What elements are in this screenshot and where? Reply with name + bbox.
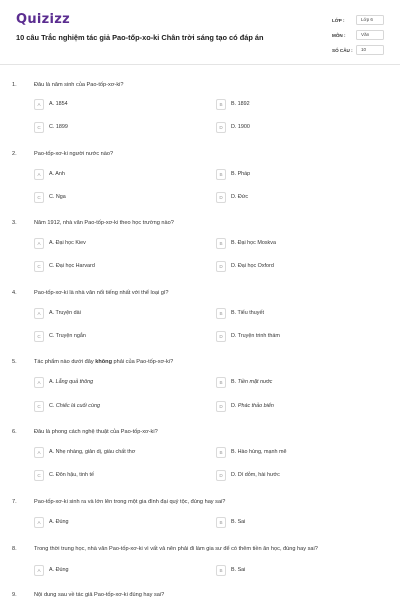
- question-text-part: Tác phẩm nào dưới đây: [34, 359, 96, 365]
- option-b[interactable]: [216, 238, 376, 250]
- option-a[interactable]: [34, 447, 194, 459]
- option-b[interactable]: [216, 169, 376, 181]
- option-letter-box: D: [216, 192, 226, 203]
- option-text: D. 1900: [231, 124, 250, 130]
- option-b[interactable]: [216, 99, 376, 111]
- option-text: [231, 403, 274, 409]
- option-letter-box: A: [34, 377, 44, 388]
- meta-row-grade: [332, 13, 388, 27]
- option-c[interactable]: [34, 401, 194, 413]
- option-letter-box: D: [216, 261, 226, 272]
- option-letter-box: B: [216, 377, 226, 388]
- option-text: A. Đúng: [49, 567, 69, 573]
- option-c[interactable]: [34, 261, 194, 273]
- worksheet-meta: [332, 13, 388, 58]
- meta-row-question-count: [332, 43, 388, 57]
- option-letter-box: A: [34, 517, 44, 528]
- option-text: C. Đôn hậu, tinh tế: [49, 472, 94, 478]
- question-text: Pao-tốp-xơ-ki là nhà văn nổi tiếng nhất với thể loại gì?: [34, 290, 169, 296]
- option-text: B. Pháp: [231, 171, 251, 177]
- option-letter-box: A: [34, 565, 44, 576]
- option-letter-box: A: [34, 99, 44, 110]
- option-text: A. Đúng: [49, 519, 69, 525]
- option-letter-box: B: [216, 447, 226, 458]
- option-b[interactable]: [216, 565, 376, 577]
- option-d[interactable]: [216, 470, 376, 482]
- option-text: C. Nga: [49, 194, 66, 200]
- option-c[interactable]: [34, 122, 194, 134]
- option-letter-box: C: [34, 261, 44, 272]
- question-number: 9.: [12, 592, 17, 598]
- option-letter-box: A: [34, 447, 44, 458]
- option-letter-box: C: [34, 401, 44, 412]
- option-text: [231, 379, 272, 385]
- question-number: 8.: [12, 546, 17, 552]
- option-text: [49, 403, 100, 409]
- option-text: B. Sai: [231, 519, 246, 525]
- question-number: 7.: [12, 499, 17, 505]
- option-d[interactable]: [216, 401, 376, 413]
- option-d[interactable]: [216, 192, 376, 204]
- option-a[interactable]: [34, 377, 194, 389]
- option-text: A. Nhẹ nhàng, giản dị, giàu chất thơ: [49, 449, 136, 455]
- question-text: Trong thời trung học, nhà văn Pao-tốp-xơ-ki vì vất vả nên phải đi làm gia sư để có thêm tiền ăn học, đúng hay sai?: [34, 546, 318, 552]
- question-number: 1.: [12, 82, 17, 88]
- option-letter-box: B: [216, 238, 226, 249]
- option-letter-box: C: [34, 470, 44, 481]
- meta-value-subject: Văn: [356, 30, 384, 40]
- option-a[interactable]: [34, 169, 194, 181]
- option-letter-box: B: [216, 517, 226, 528]
- option-b[interactable]: [216, 377, 376, 389]
- meta-row-subject: [332, 28, 388, 42]
- worksheet-header: [0, 0, 400, 63]
- option-text: A. Truyện dài: [49, 310, 81, 316]
- option-c[interactable]: [34, 192, 194, 204]
- option-b[interactable]: [216, 517, 376, 529]
- option-letter-box: B: [216, 565, 226, 576]
- option-text: D. Đức: [231, 194, 249, 200]
- option-letter-box: C: [34, 192, 44, 203]
- option-text: D. Truyện trinh thám: [231, 333, 280, 339]
- question-text: Nội dung sau về tác giả Pao-tốp-xơ-ki đúng hay sai?: [34, 592, 165, 598]
- question-text: Đâu là năm sinh của Pao-tốp-xơ-ki?: [34, 82, 124, 88]
- option-prefix: C.: [49, 403, 56, 409]
- question-number: 6.: [12, 429, 17, 435]
- option-b[interactable]: [216, 447, 376, 459]
- option-title: Tiền mặt nước: [237, 379, 273, 385]
- option-text: B. Sai: [231, 567, 246, 573]
- option-d[interactable]: [216, 331, 376, 343]
- question-number: 3.: [12, 220, 17, 226]
- question-number: 5.: [12, 359, 17, 365]
- option-text: A. Đại học Kiev: [49, 240, 86, 246]
- question-text-part: phải của Pao-tốp-xơ-ki?: [112, 359, 174, 365]
- question-number: 2.: [12, 151, 17, 157]
- meta-key-subject: MÔN :: [332, 32, 346, 38]
- question-text: Pao-tốp-xơ-ki sinh ra và lớn lên trong một gia đình đại quý tộc, đúng hay sai?: [34, 499, 226, 505]
- option-d[interactable]: [216, 122, 376, 134]
- option-letter-box: A: [34, 238, 44, 249]
- option-c[interactable]: [34, 470, 194, 482]
- question-text: Năm 1912, nhà văn Pao-tốp-xơ-ki theo học trường nào?: [34, 220, 174, 226]
- option-text: [49, 379, 93, 385]
- option-text: C. Đại học Harvard: [49, 263, 95, 269]
- option-c[interactable]: [34, 331, 194, 343]
- option-letter-box: D: [216, 331, 226, 342]
- option-title: Phác thảo biển: [237, 403, 274, 409]
- quizizz-logo: Quizizz: [16, 12, 71, 27]
- option-letter-box: B: [216, 169, 226, 180]
- option-prefix: D.: [231, 403, 238, 409]
- option-text: B. Đại học Moskva: [231, 240, 276, 246]
- option-text: B. Tiểu thuyết: [231, 310, 264, 316]
- worksheet-title: 10 câu Trắc nghiệm tác giả Pao-tốp-xo-ki Chân trời sáng tạo có đáp án: [16, 33, 264, 42]
- option-b[interactable]: [216, 308, 376, 320]
- question-text: [34, 359, 173, 365]
- option-title: Chiếc lá cuối cùng: [55, 403, 100, 409]
- question-text: Đâu là phong cách nghệ thuật của Pao-tốp-xơ-ki?: [34, 429, 158, 435]
- option-a[interactable]: [34, 238, 194, 250]
- option-a[interactable]: [34, 308, 194, 320]
- option-text: D. Dí dỏm, hài hước: [231, 472, 280, 478]
- option-d[interactable]: [216, 261, 376, 273]
- option-a[interactable]: [34, 99, 194, 111]
- question-number: 4.: [12, 290, 17, 296]
- option-text: C. Truyện ngắn: [49, 333, 86, 339]
- option-text: D. Đại học Oxford: [231, 263, 274, 269]
- option-prefix: A.: [49, 379, 56, 385]
- option-text: B. 1892: [231, 101, 250, 107]
- option-letter-box: B: [216, 308, 226, 319]
- option-text: B. Hào hùng, mạnh mẽ: [231, 449, 287, 455]
- option-letter-box: C: [34, 331, 44, 342]
- option-text: A. Anh: [49, 171, 65, 177]
- meta-key-grade: LỚP :: [332, 17, 345, 23]
- option-title: Lẵng quả thông: [55, 379, 94, 385]
- option-letter-box: B: [216, 99, 226, 110]
- option-prefix: B.: [231, 379, 238, 385]
- option-letter-box: A: [34, 308, 44, 319]
- option-letter-box: A: [34, 169, 44, 180]
- question-text-emphasis: không: [95, 359, 112, 365]
- meta-value-question-count: 10: [356, 45, 384, 55]
- option-text: A. 1854: [49, 101, 68, 107]
- option-letter-box: C: [34, 122, 44, 133]
- meta-key-question-count: SỐ CÂU :: [332, 47, 353, 53]
- option-a[interactable]: [34, 517, 194, 529]
- option-a[interactable]: [34, 565, 194, 577]
- question-text: Pao-tốp-xơ-ki người nước nào?: [34, 151, 114, 157]
- option-letter-box: D: [216, 401, 226, 412]
- option-text: C. 1899: [49, 124, 68, 130]
- option-letter-box: D: [216, 122, 226, 133]
- meta-value-grade: Lớp 6: [356, 15, 384, 25]
- option-letter-box: D: [216, 470, 226, 481]
- header-divider: [0, 64, 400, 65]
